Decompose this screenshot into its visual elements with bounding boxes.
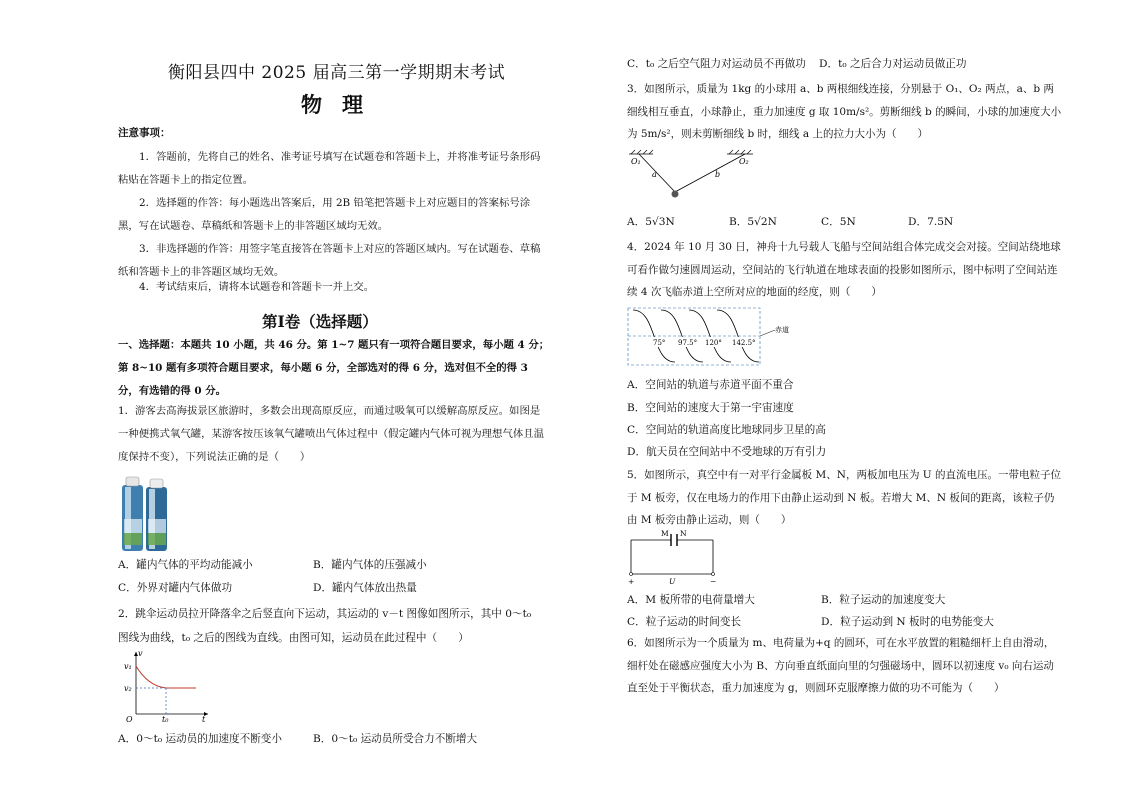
- q4-option-b: B．空间站的速度大于第一宇宙速度: [627, 402, 794, 414]
- q3-stem: 3．如图所示，质量为 1kg 的小球用 a、b 两根细线连接，分别悬于 O₁、O₂ 两点，a、b 两细线相互垂直，小球静止，重力加速度 g 取 10m/s²。剪断细线 b 的瞬间，小球的加速度大小为 5m/s²，则未剪断细线 b 时，细线 a 上的拉力大小为（ ）: [627, 83, 1062, 140]
- q2-option-d: D．t₀ 之后合力对运动员做正功: [819, 58, 967, 70]
- q6-stem: 6．如图所示为一个质量为 m、电荷量为+q 的圆环，可在水平放置的粗糙细杆上自由滑动，细杆处在磁感应强度大小为 B、方向垂直纸面向里的匀强磁场中，圆环以初速度 v₀ 向右运动直至处于平衡状态，重力加速度为 g，则圆环克服摩擦力做的功不可能为（ ）: [627, 637, 1055, 694]
- notice-item-3: 3．非选择题的作答：用签字笔直接答在答题卡上对应的答题区域内。写在试题卷、草稿纸和答题卡上的非答题区域均无效。: [118, 243, 541, 278]
- q5-stem: 5．如图所示，真空中有一对平行金属板 M、N，两板加电压为 U 的直流电压。一带电粒子位于 M 板旁，仅在电场力的作用下由静止运动到 N 板。若增大 M、N 板间的距离，该粒子仍由 M 板旁由静止运动，则（ ）: [627, 469, 1061, 526]
- q2-stem-line2: 图线为曲线，t₀ 之后的图线为直线。由图可知，运动员在此过程中（ ）: [118, 632, 469, 644]
- q3-b-label: b: [715, 170, 721, 179]
- q3-a-label: a: [652, 170, 657, 179]
- q3-option-a: A．5√3N: [627, 216, 675, 228]
- section-intro: 一、选择题：本题共 10 小题，共 46 分。第 1~7 题只有一项符合题目要求，每小题 4 分；第 8~10 题有多项符合题目要求，每小题 6 分，全部选对的得 6 分，选对但不全的得 3 分，有选错的得 0 分。: [118, 339, 550, 397]
- q2-v2-label: v₂: [124, 684, 132, 693]
- q4-longitude-2: 97.5°: [678, 339, 698, 347]
- q4-ground-track-figure: [627, 306, 807, 371]
- q5-option-a: A．M 板所带的电荷量增大: [627, 594, 755, 606]
- q5-u-label: U: [669, 577, 676, 586]
- q4-longitude-4: 142.5°: [732, 339, 756, 347]
- q1-option-d: D．罐内气体放出热量: [313, 582, 417, 594]
- notice-item-1: 1．答题前，先将自己的姓名、准考证号填写在试题卷和答题卡上，并将准考证号条形码粘贴在答题卡上的指定位置。: [118, 151, 541, 186]
- notice-heading: 注意事项：: [118, 127, 171, 139]
- q5-n-label: N: [680, 529, 687, 538]
- q4-equator-label: 赤道: [775, 326, 789, 334]
- q4-option-d: D．航天员在空间站中不受地球的万有引力: [627, 446, 827, 458]
- q2-option-b: B．0～t₀ 运动员所受合力不断增大: [313, 733, 478, 745]
- q3-option-d: D．7.5N: [908, 216, 954, 228]
- q5-option-b: B．粒子运动的加速度变大: [821, 594, 946, 606]
- q5-minus-label: −: [710, 577, 717, 586]
- q5-plus-label: +: [628, 577, 635, 586]
- q2-v1-label: v₁: [124, 662, 132, 671]
- q4-option-c: C．空间站的轨道高度比地球同步卫星的高: [627, 424, 826, 436]
- q2-axis-v-label: v: [138, 649, 143, 658]
- q2-option-c: C．t₀ 之后空气阻力对运动员不再做功: [627, 58, 806, 70]
- exam-subject: 物理: [301, 92, 383, 117]
- q2-t0-label: t₀: [162, 715, 169, 724]
- q5-option-d: D．粒子运动到 N 板时的电势能变大: [821, 616, 994, 628]
- q2-stem-line1: 2．跳伞运动员拉开降落伞之后竖直向下运动，其运动的 v－t 图像如图所示，其中 0～t₀: [118, 608, 532, 620]
- q3-option-b: B．5√2N: [729, 216, 777, 228]
- q2-option-a: A．0～t₀ 运动员的加速度不断变小: [118, 733, 282, 745]
- q2-origin-label: O: [126, 715, 133, 724]
- q4-stem: 4．2024 年 10 月 30 日，神舟十九号载人飞船与空间站组合体完成交会对接。空间站绕地球可看作做匀速圆周运动，空间站的飞行轨道在地球表面的投影如图所示，图中标明了空间站连续 4 次飞临赤道上空所对应的地面的经度，则（ ）: [627, 241, 1061, 298]
- q3-o1-label: O₁: [631, 157, 641, 166]
- q5-m-label: M: [661, 529, 669, 538]
- q3-option-c: C．5N: [821, 216, 856, 228]
- q4-option-a: A．空间站的轨道与赤道平面不重合: [627, 379, 794, 391]
- q4-longitude-3: 120°: [705, 339, 722, 347]
- q1-stem: 1．游客去高海拔景区旅游时，多数会出现高原反应，而通过吸氧可以缓解高原反应。如图是一种便携式氧气罐，某游客按压该氧气罐喷出气体过程中（假定罐内气体可视为理想气体且温度保持不变），下列说法正确的是（ ）: [118, 405, 545, 463]
- notice-item-4: 4．考试结束后，请将本试题卷和答题卡一并上交。: [139, 281, 375, 293]
- q1-option-c: C．外界对罐内气体做功: [118, 582, 233, 594]
- notice-item-2: 2．选择题的作答：每小题选出答案后，用 2B 铅笔把答题卡上对应题目的答案标号涂黑，写在试题卷、草稿纸和答题卡上的非答题区域均无效。: [118, 197, 531, 232]
- q5-capacitor-circuit: [627, 528, 723, 589]
- q3-hanging-ball-figure: [627, 148, 757, 209]
- q4-longitude-1: 75°: [653, 339, 666, 347]
- q2-axis-t-label: t: [202, 715, 206, 724]
- q1-option-b: B．罐内气体的压强减小: [313, 559, 427, 571]
- q2-vt-graph: [122, 648, 212, 727]
- q1-option-a: A．罐内气体的平均动能减小: [118, 559, 253, 571]
- q5-option-c: C．粒子运动的时间变长: [627, 616, 742, 628]
- section-title: 第Ⅰ卷（选择题）: [262, 312, 378, 331]
- q3-o2-label: O₂: [739, 157, 749, 166]
- exam-title: 衡阳县四中 2025 届高三第一学期期末考试: [168, 63, 506, 83]
- oxygen-can-image: [120, 475, 170, 556]
